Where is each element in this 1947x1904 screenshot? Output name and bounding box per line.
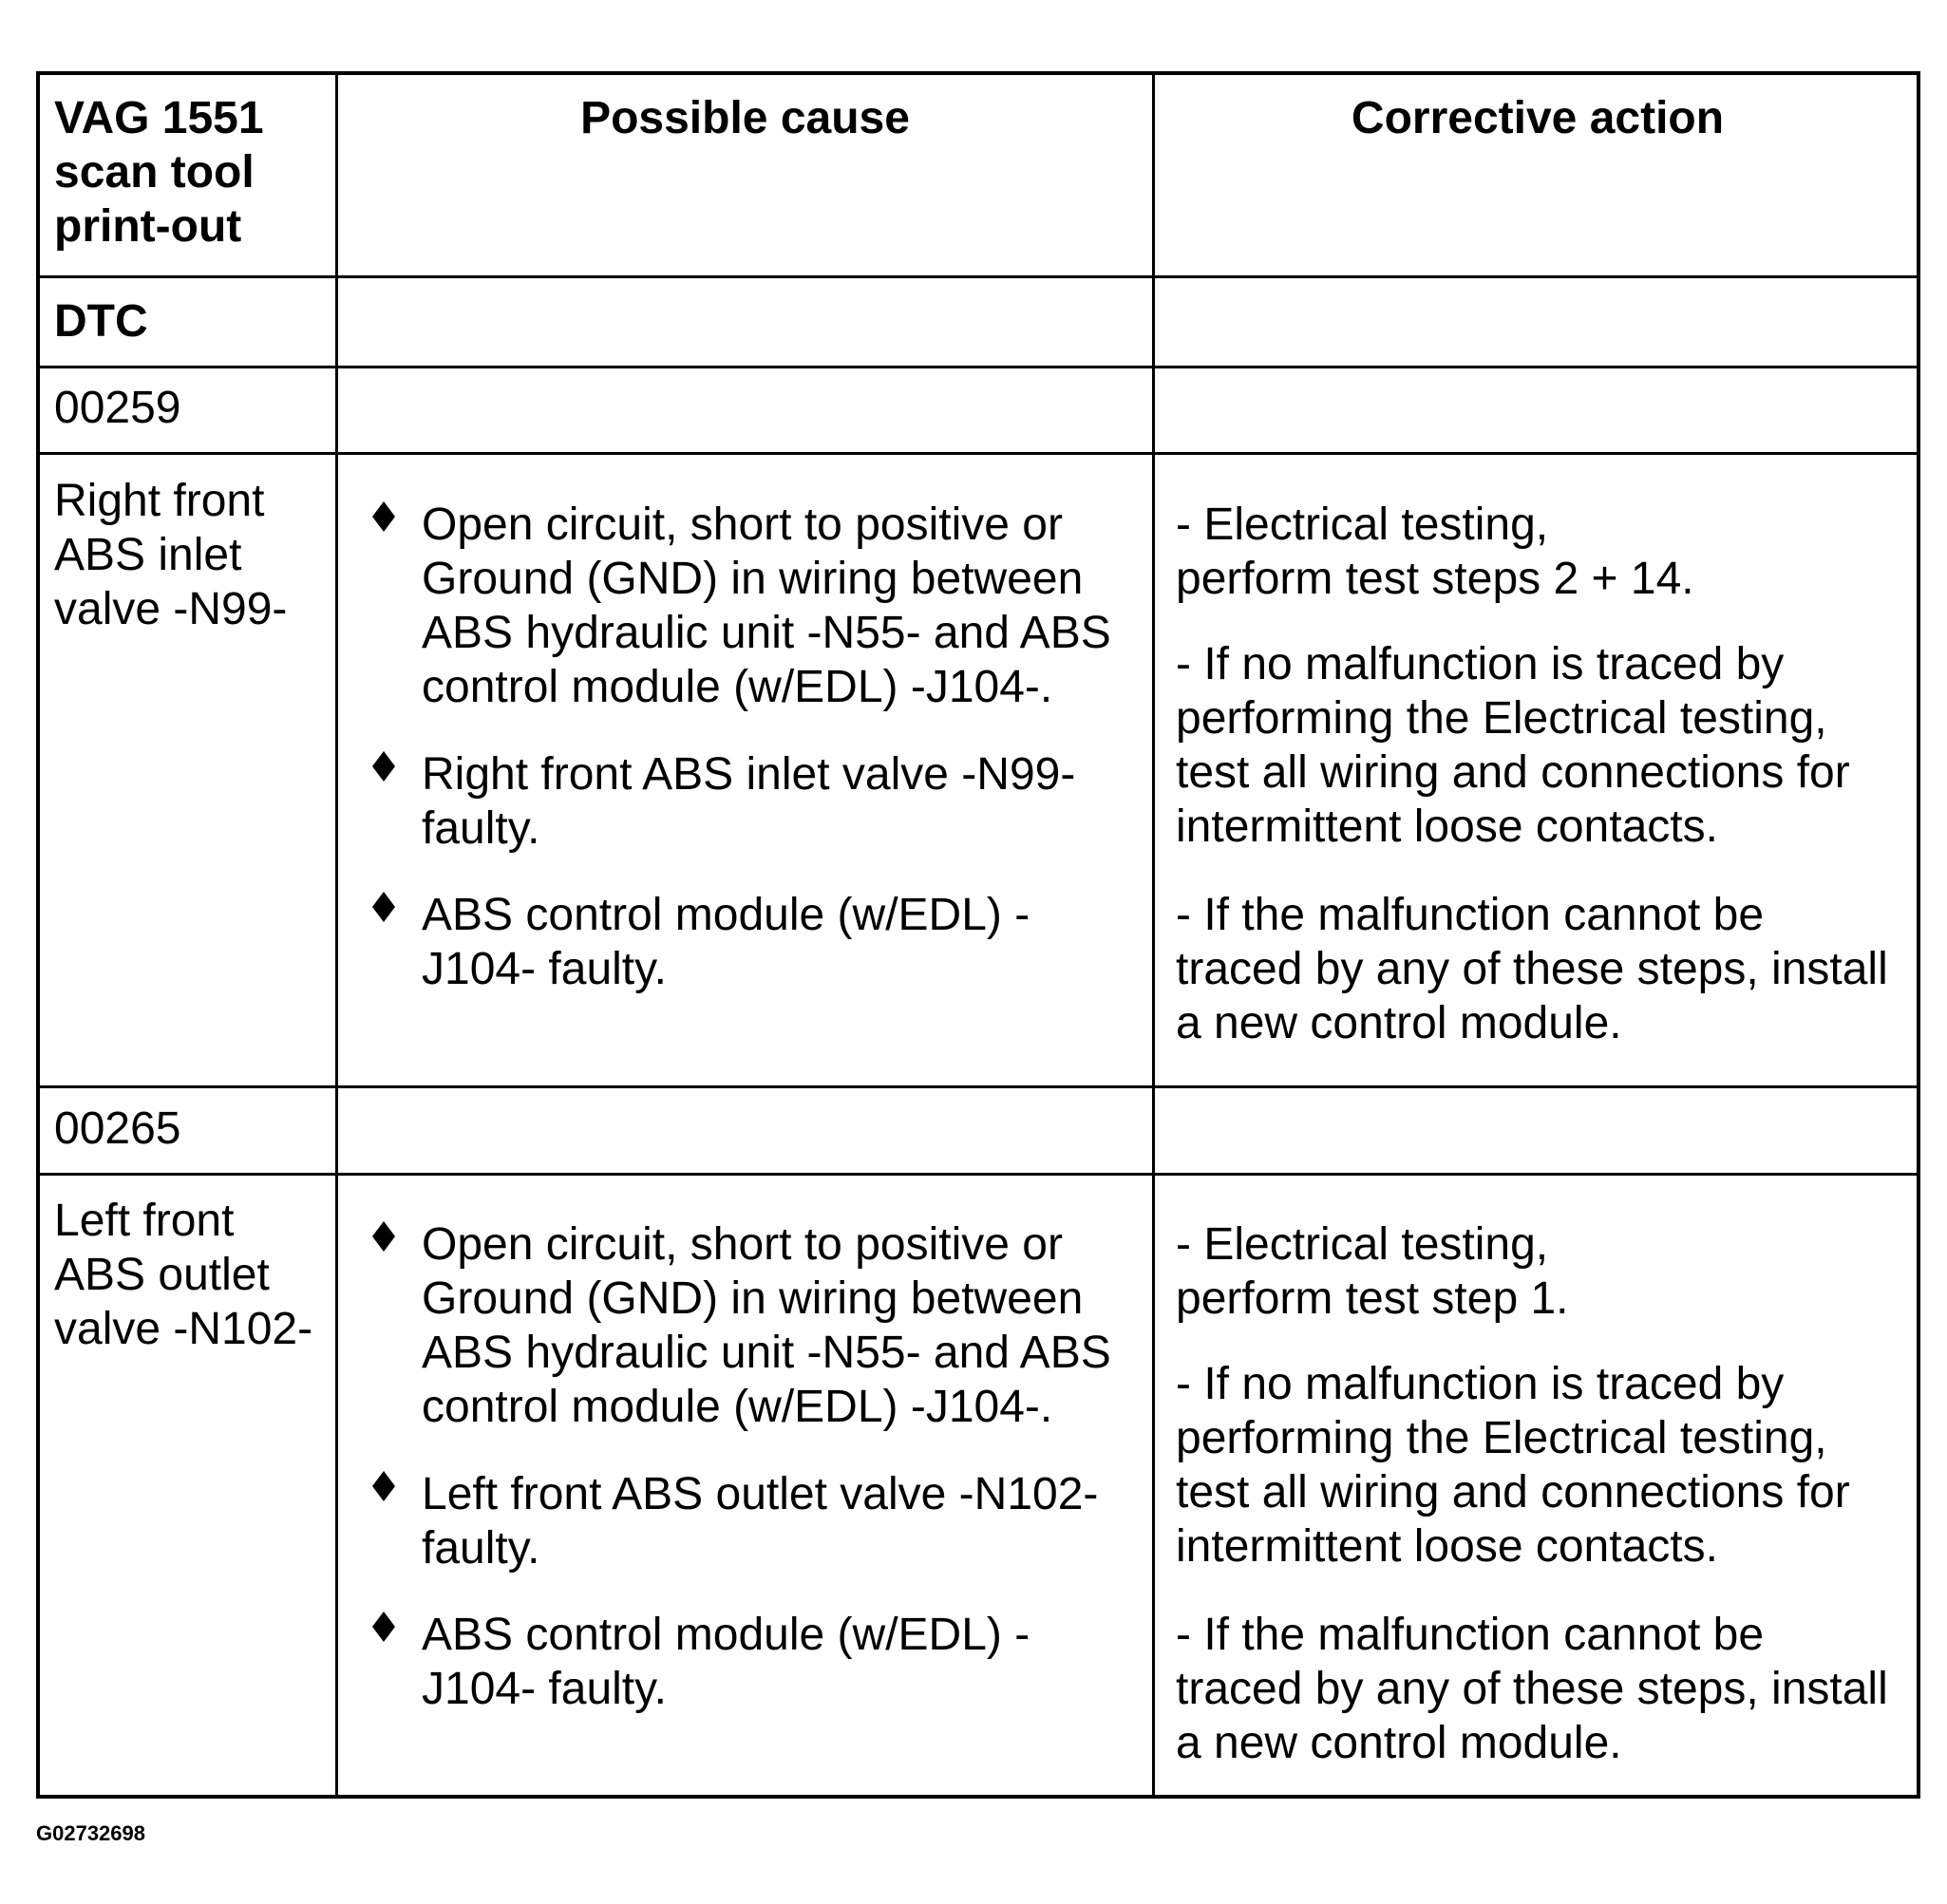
cause-item <box>422 498 1144 714</box>
row-divider <box>40 452 1917 455</box>
diamond-bullet-icon <box>369 1611 399 1649</box>
action-item: - Electrical testing, perform test steps 2 + 14. <box>1176 500 1694 604</box>
column-divider <box>1152 75 1155 1795</box>
row-divider <box>40 1173 1917 1176</box>
dtc-code: 00265 <box>54 1103 181 1154</box>
row-divider <box>40 275 1917 278</box>
dtc-label: DTC <box>54 296 148 347</box>
column-divider <box>335 75 338 1795</box>
header-scan-tool-printout: VAG 1551 scan tool print-out <box>54 93 264 252</box>
figure-id: G02732698 <box>36 1821 145 1845</box>
row-divider <box>40 366 1917 368</box>
cause-item <box>422 747 1144 856</box>
row-divider <box>40 1085 1917 1088</box>
cause-item <box>422 1217 1144 1434</box>
cause-item <box>422 1467 1144 1575</box>
cause-text: ABS control module (w/EDL) - J104- faulty. <box>422 1610 1030 1714</box>
action-item: - If no malfunction is traced by performing the Electrical testing, test all wiring and connections for intermittent loose contacts. <box>1176 1359 1850 1572</box>
component-name: Right front ABS inlet valve -N99- <box>54 476 288 634</box>
header-possible-cause: Possible cause <box>580 93 910 143</box>
dtc-code: 00259 <box>54 383 181 433</box>
header-corrective-action: Corrective action <box>1351 93 1725 143</box>
diamond-bullet-icon <box>369 1470 399 1508</box>
component-name: Left front ABS outlet valve -N102- <box>54 1196 313 1354</box>
cause-item <box>422 888 1144 996</box>
diamond-bullet-icon <box>369 891 399 929</box>
diamond-bullet-icon <box>369 750 399 788</box>
cause-text: Right front ABS inlet valve -N99- faulty. <box>422 749 1076 854</box>
action-item: - If the malfunction cannot be traced by any of these steps, install a new control module. <box>1176 1610 1888 1768</box>
dtc-table <box>36 71 1920 1799</box>
cause-text: ABS control module (w/EDL) - J104- faulty. <box>422 890 1030 994</box>
cause-text: Left front ABS outlet valve -N102- faulty. <box>422 1469 1099 1574</box>
action-item: - Electrical testing, perform test step 1. <box>1176 1219 1569 1324</box>
cause-item <box>422 1608 1144 1716</box>
action-item: - If no malfunction is traced by performing the Electrical testing, test all wiring and connections for intermittent loose contacts. <box>1176 639 1850 852</box>
cause-text: Open circuit, short to positive or Ground (GND) in wiring between ABS hydraulic unit -N55- and ABS control module (w/EDL) -J104-. <box>422 1219 1111 1432</box>
cause-text: Open circuit, short to positive or Ground (GND) in wiring between ABS hydraulic unit -N55- and ABS control module (w/EDL) -J104-. <box>422 500 1111 712</box>
diamond-bullet-icon <box>369 500 399 538</box>
diamond-bullet-icon <box>369 1220 399 1258</box>
action-item: - If the malfunction cannot be traced by any of these steps, install a new control module. <box>1176 890 1888 1048</box>
